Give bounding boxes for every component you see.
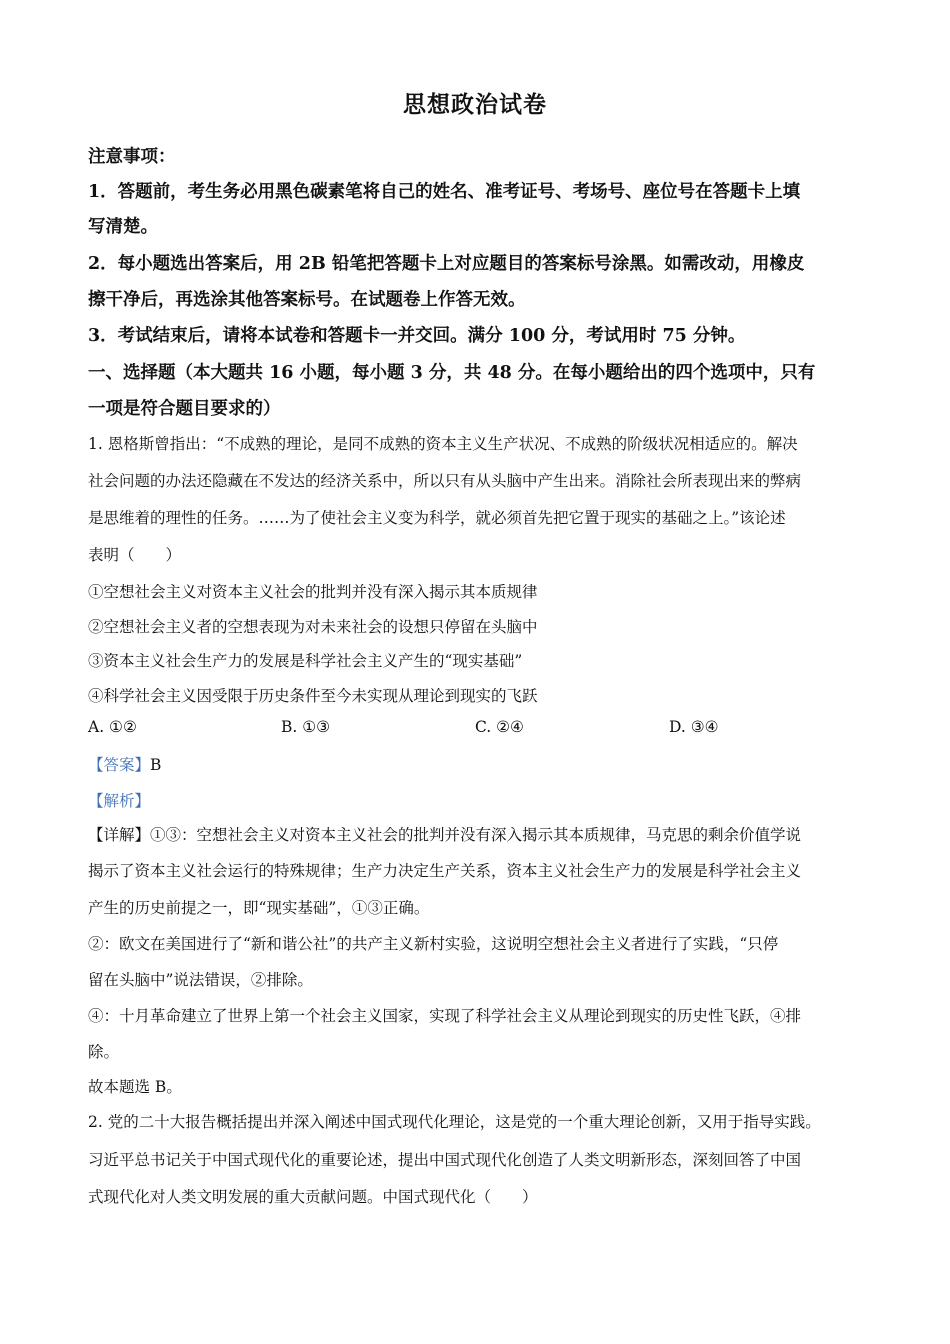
question-stem: 习近平总书记关于中国式现代化的重要论述，提出中国式现代化创造了人类文明新形态，深刻回答了中国 (88, 1151, 802, 1169)
option-c: C. ②④ (475, 718, 524, 736)
option-a: A. ①② (88, 718, 137, 736)
detail-tag: 【详解】 (88, 826, 151, 844)
detail-line: ④：十月革命建立了世界上第一个社会主义国家，实现了科学社会主义从理论到现实的历史性飞跃，④排 (88, 1007, 802, 1025)
notice-line: 擦干净后，再选涂其他答案标号。在试题卷上作答无效。 (88, 290, 526, 310)
notice-line: 写清楚。 (88, 217, 158, 237)
question-stem: 1. 恩格斯曾指出：“不成熟的理论，是同不成熟的资本主义生产状况、不成熟的阶级状况相适应的。解决 (88, 435, 798, 453)
question-stem: 社会问题的办法还隐藏在不发达的经济关系中，所以只有从头脑中产生出来。消除社会所表现出来的弊病 (88, 472, 802, 490)
detail-line: 除。 (88, 1043, 120, 1061)
statement-item: ①空想社会主义对资本主义社会的批判并没有深入揭示其本质规律 (88, 583, 538, 601)
option-d: D. ③④ (669, 718, 719, 736)
notice-line: 3．考试结束后，请将本试卷和答题卡一并交回。满分 100 分，考试用时 75 分钟。 (88, 326, 746, 346)
notice-heading: 注意事项： (88, 147, 176, 167)
page-title: 思想政治试卷 (403, 91, 547, 118)
question-stem: 式现代化对人类文明发展的重大贡献问题。中国式现代化（ ） (88, 1188, 538, 1206)
statement-item: ④科学社会主义因受限于历史条件至今未实现从理论到现实的飞跃 (88, 687, 538, 705)
detail-text: ①③：空想社会主义对资本主义社会的批判并没有深入揭示其本质规律，马克思的剩余价值学说 (150, 826, 802, 844)
statement-item: ②空想社会主义者的空想表现为对未来社会的设想只停留在头脑中 (88, 618, 538, 636)
detail-line: 故本题选 B。 (88, 1078, 182, 1096)
section-heading: 一项是符合题目要求的） (88, 399, 281, 419)
answer-line (88, 753, 161, 775)
detail-line: 揭示了资本主义社会运行的特殊规律；生产力决定生产关系，资本主义社会生产力的发展是科学社会主义 (88, 862, 802, 880)
answer-tag: 【答案】 (88, 756, 151, 774)
detail-line: ②：欧文在美国进行了“新和谐公社”的共产主义新村实验，这说明空想社会主义者进行了实践，“只停 (88, 935, 779, 953)
answer-value: B (150, 756, 162, 774)
question-stem: 表明（ ） (88, 546, 182, 564)
detail-line: 产生的历史前提之一，即“现实基础”，①③正确。 (88, 899, 430, 917)
section-heading: 一、选择题（本大题共 16 小题，每小题 3 分，共 48 分。在每小题给出的四个选项中，只有 (88, 363, 816, 383)
question-stem: 是思维着的理性的任务。……为了使社会主义变为科学，就必须首先把它置于现实的基础之上。”该论述 (88, 509, 786, 527)
statement-item: ③资本主义社会生产力的发展是科学社会主义产生的“现实基础” (88, 652, 523, 670)
notice-line: 1．答题前，考生务必用黑色碳素笔将自己的姓名、准考证号、考场号、座位号在答题卡上填 (88, 182, 801, 202)
detail-line (88, 823, 801, 845)
notice-line: 2．每小题选出答案后，用 2B 铅笔把答题卡上对应题目的答案标号涂黑。如需改动，用橡皮 (88, 254, 805, 274)
option-b: B. ①③ (281, 718, 331, 736)
analysis-tag: 【解析】 (88, 792, 151, 810)
detail-line: 留在头脑中”说法错误，②排除。 (88, 971, 313, 989)
question-stem: 2. 党的二十大报告概括提出并深入阐述中国式现代化理论，这是党的一个重大理论创新，又用于指导实践。 (88, 1113, 821, 1131)
